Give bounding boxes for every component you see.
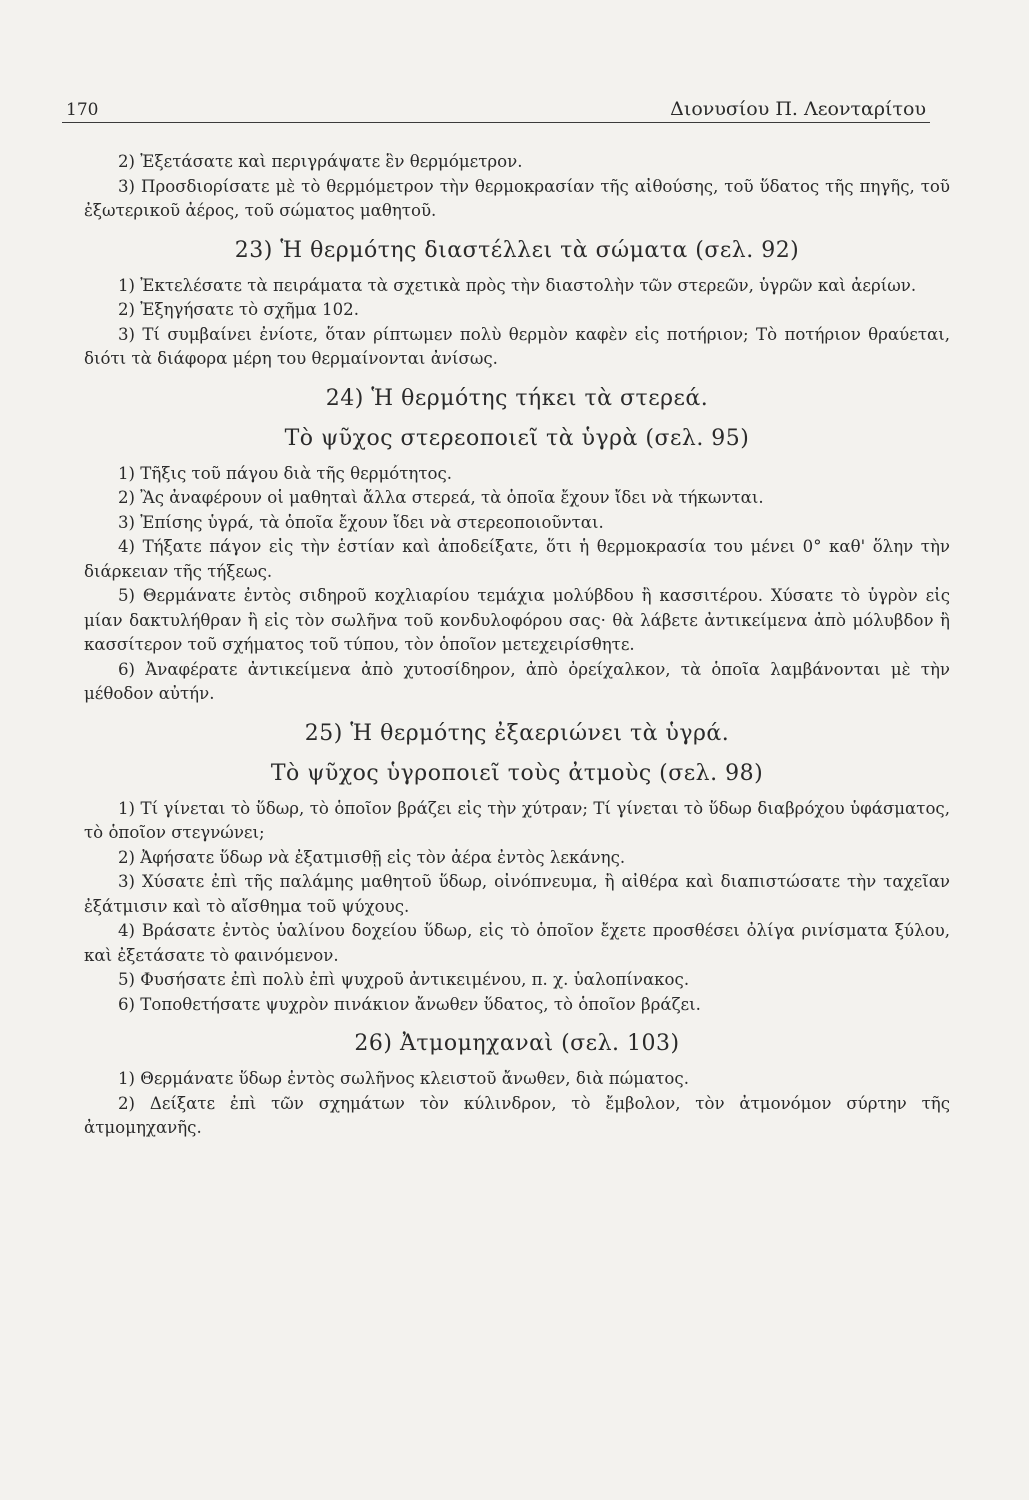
- section-subheading-24: Τὸ ψῦχος στερεοποιεῖ τὰ ὑγρὰ (σελ. 95): [284, 425, 750, 451]
- list-item: 1) Τῆξις τοῦ πάγου διὰ τῆς θερμότητος.: [118, 463, 453, 483]
- list-item: 2) Ἐξετάσατε καὶ περιγράψατε ἓν θερμόμετρον.: [118, 152, 523, 171]
- list-item: 2) Ἐξηγήσατε τὸ σχῆμα 102.: [118, 300, 359, 319]
- list-item: 5) Φυσήσατε ἐπὶ πολὺ ἐπὶ ψυχροῦ ἀντικειμένου, π. χ. ὑαλοπίνακος.: [118, 970, 690, 989]
- list-item: 1) Θερμάνατε ὕδωρ ἐντὸς σωλῆνος κλειστοῦ ἄνωθεν, διὰ πώματος.: [118, 1069, 689, 1088]
- section-heading-26: 26) Ἀτμομηχαναὶ (σελ. 103): [354, 1031, 680, 1056]
- list-item: 4) Τήξατε πάγον εἰς τὴν ἑστίαν καὶ ἀποδείξατε, ὅτι ἡ θερμοκρασία του μένει 0° καθ' ὅλην τὴν διάρκειαν τῆς τήξεως.: [84, 537, 950, 581]
- section-heading-24: 24) Ἡ θερμότης τήκει τὰ στερεά.: [325, 385, 709, 411]
- list-item: 2) Ἂς ἀναφέρουν οἱ μαθηταὶ ἄλλα στερεά, τὰ ὁποῖα ἔχουν ἴδει νὰ τήκωνται.: [118, 488, 764, 507]
- section-subheading-25: Τὸ ψῦχος ὑγροποιεῖ τοὺς ἀτμοὺς (σελ. 98): [270, 760, 764, 786]
- list-item: 3) Προσδιορίσατε μὲ τὸ θερμόμετρον τὴν θερμοκρασίαν τῆς αἰθούσης, τοῦ ὕδατος τῆς πηγῆς, τοῦ ἐξωτερικοῦ ἀέρος, τοῦ σώματος μαθητοῦ.: [84, 176, 950, 220]
- list-item: 6) Τοποθετήσατε ψυχρὸν πινάκιον ἄνωθεν ὕδατος, τὸ ὁποῖον βράζει.: [118, 994, 701, 1014]
- running-title: Διονυσίου Π. Λεονταρίτου: [670, 98, 926, 120]
- list-item: 2) Ἀφήσατε ὕδωρ νὰ ἐξατμισθῇ εἰς τὸν ἀέρα ἐντὸς λεκάνης.: [118, 847, 626, 867]
- list-item: 3) Τί συμβαίνει ἐνίοτε, ὅταν ρίπτωμεν πολὺ θερμὸν καφὲν εἰς ποτήριον; Τὸ ποτήριον θραύεται, διότι τὰ διάφορα μέρη του θερμαίνονται ἀνίσως.: [84, 324, 950, 368]
- section-heading-25: 25) Ἡ θερμότης ἐξαεριώνει τὰ ὑγρά.: [304, 720, 730, 746]
- page-number: 170: [66, 100, 99, 120]
- list-item: 4) Βράσατε ἐντὸς ὑαλίνου δοχείου ὕδωρ, εἰς τὸ ὁποῖον ἔχετε προσθέσει ὀλίγα ρινίσματα ξύλου, καὶ ἐξετάσατε τὸ φαινόμενον.: [84, 921, 950, 965]
- list-item: 3) Ἐπίσης ὑγρά, τὰ ὁποῖα ἔχουν ἴδει νὰ στερεοποιοῦνται.: [118, 512, 604, 532]
- page-body: [84, 150, 950, 1141]
- page-header: [62, 82, 930, 123]
- list-item: 3) Χύσατε ἐπὶ τῆς παλάμης μαθητοῦ ὕδωρ, οἰνόπνευμα, ἢ αἰθέρα καὶ διαπιστώσατε τὴν ταχεῖαν ἐξάτμισιν καὶ τὸ αἴσθημα τοῦ ψύχους.: [84, 872, 950, 916]
- section-heading-23: 23) Ἡ θερμότης διαστέλλει τὰ σώματα (σελ. 92): [234, 237, 800, 263]
- list-item: 5) Θερμάνατε ἐντὸς σιδηροῦ κοχλιαρίου τεμάχια μολύβδου ἢ κασσιτέρου. Χύσατε τὸ ὑγρὸν εἰς μίαν δακτυλήθραν ἢ εἰς τὸν σωλῆνα τοῦ κονδυλοφόρου σας· θὰ λάβετε ἀντικείμενα ἀπὸ μόλυβδον ἢ κασσίτερον τοῦ σχήματος τοῦ τύπου, τὸν ὁποῖον μετεχειρίσθητε.: [84, 586, 950, 654]
- list-item: 2) Δείξατε ἐπὶ τῶν σχημάτων τὸν κύλινδρον, τὸ ἔμβολον, τὸν ἀτμονόμον σύρτην τῆς ἀτμομηχανῆς.: [84, 1093, 950, 1137]
- list-item: 6) Ἀναφέρατε ἀντικείμενα ἀπὸ χυτοσίδηρον, ἀπὸ ὀρείχαλκον, τὰ ὁποῖα λαμβάνονται μὲ τὴν μέθοδον αὐτήν.: [84, 659, 950, 703]
- list-item: 1) Ἐκτελέσατε τὰ πειράματα τὰ σχετικὰ πρὸς τὴν διαστολὴν τῶν στερεῶν, ὑγρῶν καὶ ἀερίων.: [118, 275, 917, 295]
- list-item: 1) Τί γίνεται τὸ ὕδωρ, τὸ ὁποῖον βράζει εἰς τὴν χύτραν; Τί γίνεται τὸ ὕδωρ διαβρόχου ὑφάσματος, τὸ ὁποῖον στεγνώνει;: [84, 798, 950, 842]
